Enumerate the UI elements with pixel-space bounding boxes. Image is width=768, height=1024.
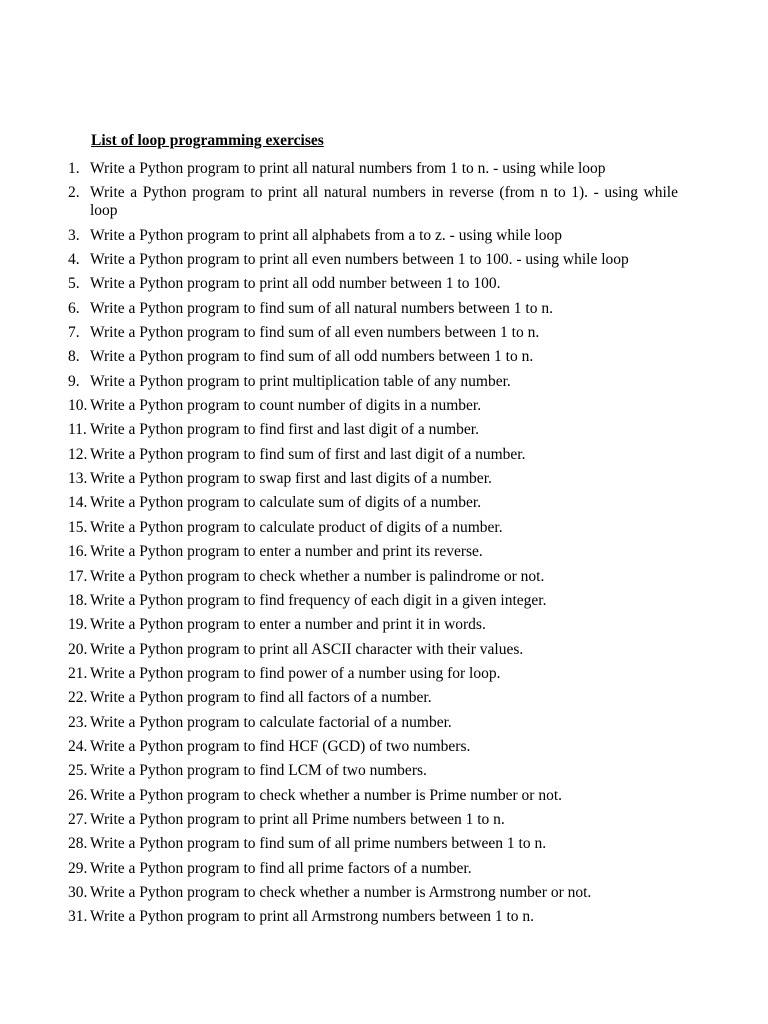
list-item [0, 738, 678, 756]
list-item-text: Write a Python program to print all natural numbers in reverse (from n to 1). - using while loop [90, 184, 678, 220]
list-item-number: 9. [68, 372, 80, 390]
list-item-number: 3. [68, 226, 80, 244]
list-item-text: Write a Python program to check whether a number is Armstrong number or not. [90, 883, 592, 901]
list-item [0, 811, 678, 829]
list-item-number: 20. [68, 640, 88, 658]
list-item [0, 860, 678, 878]
list-item [0, 348, 678, 366]
list-item-number: 1. [68, 160, 80, 177]
list-item [0, 446, 678, 464]
list-item-text: Write a Python program to print all Armstrong numbers between 1 to n. [90, 908, 535, 926]
list-item-text: Write a Python program to count number of digits in a number. [90, 397, 482, 415]
list-item-text: Write a Python program to find LCM of two numbers. [90, 762, 427, 780]
list-item-number: 14. [68, 494, 88, 512]
list-item [0, 184, 678, 220]
list-item [0, 665, 678, 683]
list-item [0, 275, 678, 293]
list-item-number: 21. [68, 664, 88, 682]
list-item [0, 227, 678, 245]
list-item-text: Write a Python program to calculate sum of digits of a number. [90, 494, 482, 512]
list-item-number: 26. [68, 786, 88, 804]
list-item-text: Write a Python program to enter a number and print its reverse. [90, 543, 483, 561]
list-item-number: 12. [68, 445, 88, 463]
list-item [0, 592, 678, 610]
list-item [0, 568, 678, 586]
list-item-number: 13. [68, 470, 88, 488]
list-item-text: Write a Python program to enter a number and print it in words. [90, 616, 486, 634]
list-item [0, 641, 678, 659]
list-item [0, 835, 678, 853]
list-item-text: Write a Python program to find sum of all natural numbers between 1 to n. [90, 299, 553, 317]
list-item-text: Write a Python program to find sum of all prime numbers between 1 to n. [90, 835, 547, 853]
list-item-text: Write a Python program to check whether a number is palindrome or not. [90, 567, 545, 585]
list-item-number: 5. [68, 275, 80, 293]
list-item [0, 373, 678, 391]
list-item-number: 7. [68, 324, 80, 342]
list-item [0, 470, 678, 488]
list-item-text: Write a Python program to find all prime factors of a number. [90, 859, 472, 877]
list-item [0, 324, 678, 342]
list-item-text: Write a Python program to find sum of first and last digit of a number. [90, 445, 526, 463]
list-item-number: 17. [68, 567, 88, 585]
list-item-text: Write a Python program to find sum of all odd numbers between 1 to n. [90, 348, 534, 366]
list-item-text: Write a Python program to find power of a number using for loop. [90, 664, 501, 682]
list-item [0, 251, 678, 269]
list-item-number: 18. [68, 591, 88, 609]
list-item-text: Write a Python program to swap first and last digits of a number. [90, 470, 492, 488]
list-item [0, 543, 678, 561]
list-item-number: 24. [68, 737, 88, 755]
list-item-number: 25. [68, 762, 88, 780]
list-item-text: Write a Python program to calculate product of digits of a number. [90, 518, 503, 536]
list-item-number: 31. [68, 908, 88, 926]
list-item-text: Write a Python program to find first and last digit of a number. [90, 421, 479, 439]
list-item-text: Write a Python program to print all ASCII character with their values. [90, 640, 524, 658]
list-item-number: 8. [68, 348, 80, 366]
list-item-number: 4. [68, 251, 80, 269]
list-item-number: 6. [68, 299, 80, 317]
list-item-number: 11. [68, 421, 87, 439]
list-item [0, 689, 678, 707]
list-item-text: Write a Python program to find frequency of each digit in a given integer. [90, 591, 547, 609]
list-item-text: Write a Python program to check whether a number is Prime number or not. [90, 786, 563, 804]
list-item [0, 494, 678, 512]
list-item [0, 616, 678, 634]
list-item-text: Write a Python program to calculate factorial of a number. [90, 713, 452, 731]
list-item-text: Write a Python program to print all even numbers between 1 to 100. - using while loop [90, 251, 629, 269]
list-item [0, 397, 678, 415]
list-item-text: Write a Python program to print all alphabets from a to z. - using while loop [90, 226, 563, 244]
page-title: List of loop programming exercises [91, 132, 324, 149]
list-item-number: 10. [68, 397, 88, 415]
list-item [0, 160, 678, 178]
list-item-number: 19. [68, 616, 88, 634]
list-item-text: Write a Python program to find sum of all even numbers between 1 to n. [90, 324, 540, 342]
list-item-text: Write a Python program to print all Prime numbers between 1 to n. [90, 810, 505, 828]
list-item-number: 16. [68, 543, 88, 561]
list-item [0, 421, 678, 439]
list-item-number: 2. [68, 184, 80, 202]
list-item-number: 28. [68, 835, 88, 853]
list-item [0, 519, 678, 537]
list-item-text: Write a Python program to print multiplication table of any number. [90, 372, 511, 390]
list-item-number: 23. [68, 713, 88, 731]
list-item [0, 300, 678, 318]
list-item [0, 762, 678, 780]
list-item [0, 884, 678, 902]
list-item-number: 15. [68, 518, 88, 536]
list-item-number: 22. [68, 689, 88, 707]
exercise-list [0, 160, 768, 933]
list-item-text: Write a Python program to print all odd number between 1 to 100. [90, 275, 501, 293]
list-item-text: Write a Python program to print all natural numbers from 1 to n. - using while loop [90, 160, 606, 177]
list-item [0, 908, 678, 926]
list-item-number: 29. [68, 859, 88, 877]
list-item-number: 30. [68, 883, 88, 901]
list-item-number: 27. [68, 810, 88, 828]
list-item-text: Write a Python program to find HCF (GCD) of two numbers. [90, 737, 471, 755]
list-item-text: Write a Python program to find all factors of a number. [90, 689, 432, 707]
list-item [0, 787, 678, 805]
list-item [0, 714, 678, 732]
